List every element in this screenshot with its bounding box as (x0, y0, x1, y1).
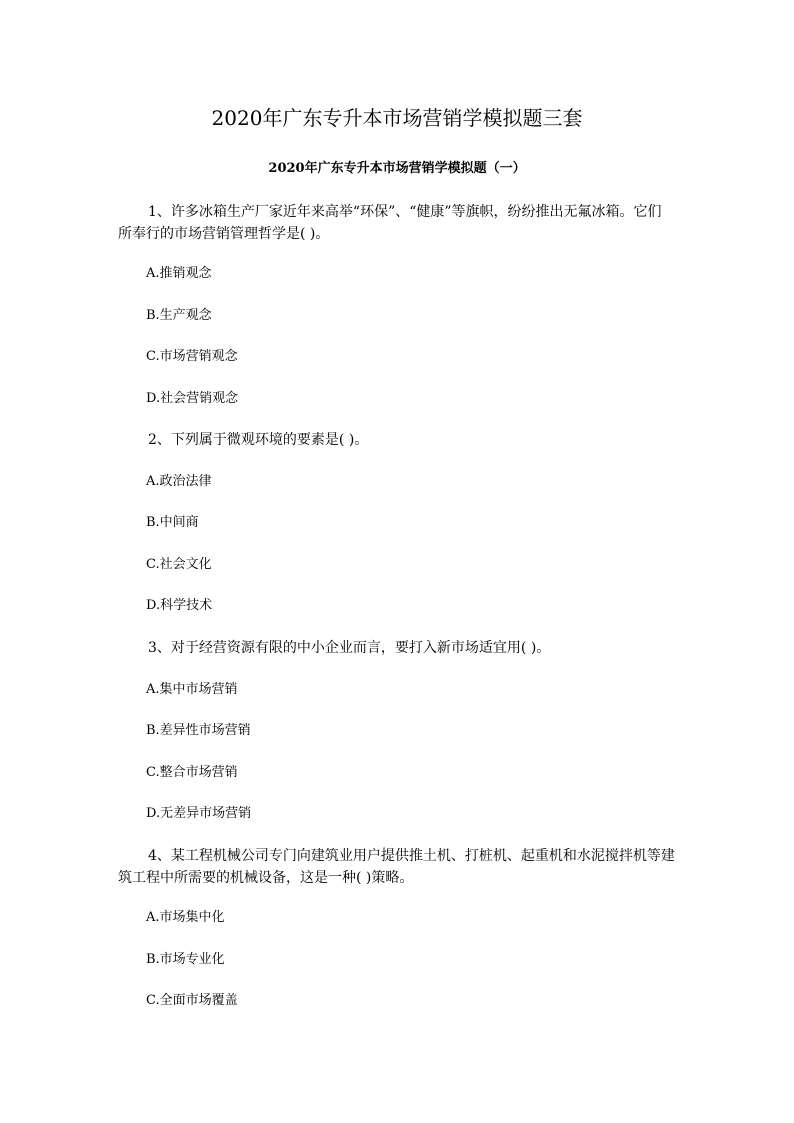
question-3-text: 3、对于经营资源有限的中小企业而言，要打入新市场适宜用( )。 (148, 640, 551, 656)
question-2-option-a: A.政治法律 (146, 474, 212, 489)
question-1-text-cont: 所奉行的市场营销管理哲学是( )。 (118, 226, 330, 242)
question-4-option-a: A.市场集中化 (146, 910, 225, 925)
question-4-option-c: C.全面市场覆盖 (146, 993, 238, 1008)
question-3-option-c: C.整合市场营销 (146, 765, 238, 780)
question-1-option-a: A.推销观念 (146, 266, 212, 281)
document-subtitle: 2020年广东专升本市场营销学模拟题（一） (268, 161, 526, 176)
question-2-option-d: D.科学技术 (146, 598, 213, 613)
question-4-text-cont: 筑工程中所需要的机械设备，这是一种( )策略。 (118, 870, 414, 886)
question-1-option-b: B.生产观念 (146, 308, 212, 323)
question-4-option-b: B.市场专业化 (146, 952, 225, 967)
question-3-option-b: B.差异性市场营销 (146, 723, 251, 738)
question-4-text: 4、某工程机械公司专门向建筑业用户提供推土机、打桩机、起重机和水泥搅拌机等建 (148, 848, 675, 864)
question-1-option-d: D.社会营销观念 (146, 391, 239, 406)
question-2-option-b: B.中间商 (146, 515, 199, 530)
question-3-option-a: A.集中市场营销 (146, 682, 238, 697)
question-2-option-c: C.社会文化 (146, 557, 212, 572)
question-3-option-d: D.无差异市场营销 (146, 806, 252, 821)
document-title: 2020年广东专升本市场营销学模拟题三套 (211, 106, 583, 130)
question-1-option-c: C.市场营销观念 (146, 349, 238, 364)
question-2-text: 2、下列属于微观环境的要素是( )。 (148, 432, 369, 448)
question-1-text: 1、许多冰箱生产厂家近年来高举“环保”、“健康”等旗帜，纷纷推出无氟冰箱。它们 (148, 204, 662, 220)
